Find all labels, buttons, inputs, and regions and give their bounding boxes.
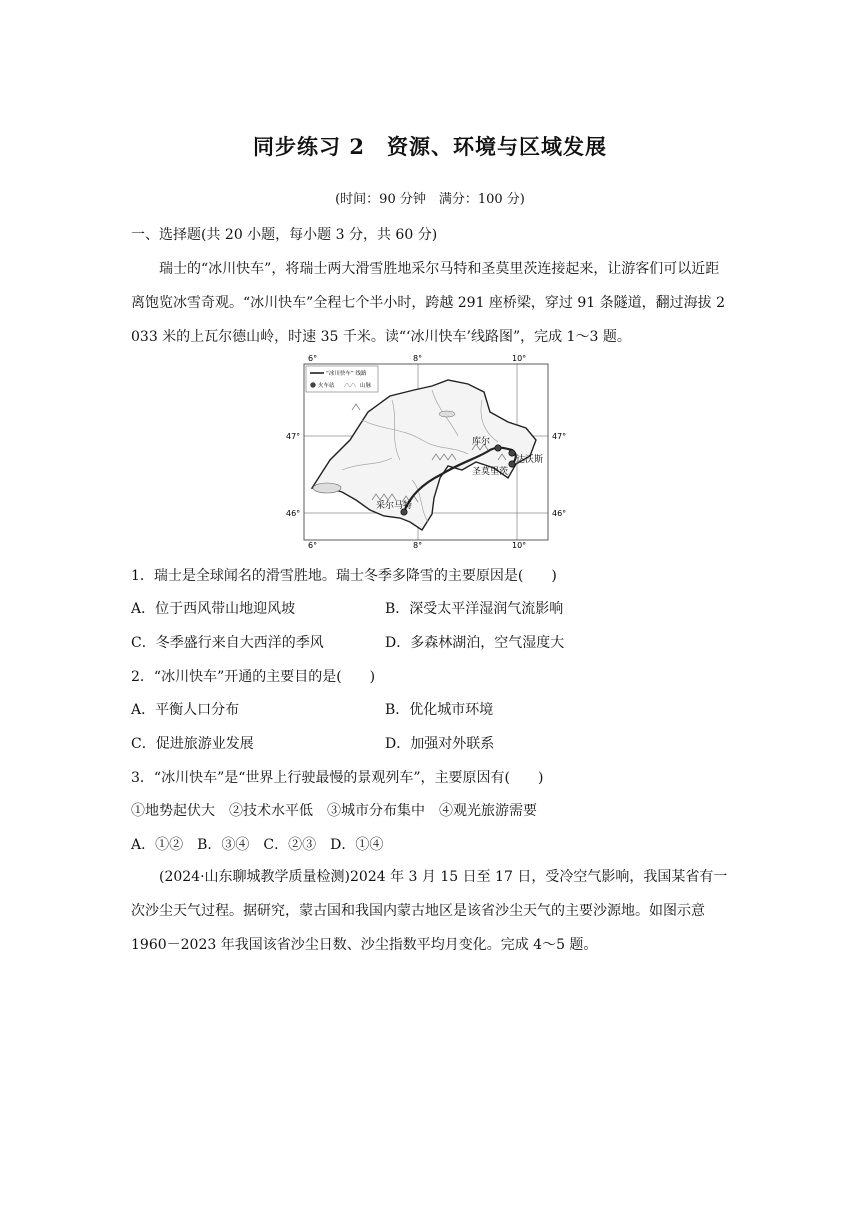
- place-label-zermatt: 采尔马特: [376, 501, 413, 511]
- station-chur: [495, 445, 501, 451]
- map-canvas: [272, 350, 572, 550]
- lon-label-bottom-6: 6°: [308, 541, 318, 550]
- station-st-moritz: [509, 461, 515, 467]
- exam-time-info: (时间：90 分钟 满分：100 分): [335, 192, 525, 207]
- legend-route-label: “冰川快车” 线路: [326, 371, 367, 377]
- question-2-stem: 2．“冰川快车”开通的主要目的是( ): [131, 669, 376, 685]
- q2-option-a[interactable]: A．平衡人口分布: [131, 702, 240, 718]
- lat-label-right-47: 47°: [552, 432, 567, 441]
- q1-option-c[interactable]: C．冬季盛行来自大西洋的季风: [131, 635, 324, 651]
- q2-option-b[interactable]: B．优化城市环境: [385, 702, 494, 718]
- station-davos: [509, 450, 515, 456]
- lon-label-bottom-8: 8°: [413, 541, 423, 550]
- section-heading: 一、选择题(共 20 小题，每小题 3 分，共 60 分): [131, 227, 438, 243]
- q1-option-b[interactable]: B．深受太平洋湿润气流影响: [385, 601, 564, 617]
- lat-label-right-46: 46°: [552, 509, 567, 518]
- question-3-stem: 3．“冰川快车”是“世界上行驶最慢的景观列车”，主要原因有( ): [131, 770, 544, 786]
- q2-option-c[interactable]: C．促进旅游业发展: [131, 736, 254, 752]
- lon-label-top-6: 6°: [308, 354, 318, 363]
- q1-option-a[interactable]: A．位于西风带山地迎风坡: [131, 601, 296, 617]
- lon-label-bottom-10: 10°: [512, 541, 527, 550]
- passage-glacier-express: 瑞士的“冰川快车”，将瑞士两大滑雪胜地采尔马特和圣莫里茨连接起来，让游客们可以近距离饱览冰雪奇观。“冰川快车”全程七个半小时，跨越 291 座桥梁，穿过 91 条隧道，翻过海拔 2 033 米的上瓦尔德山岭，时速 35 千米。读“‘冰川快车’线路图”，完成 1～3 题。: [131, 261, 726, 345]
- lon-label-top-10: 10°: [512, 354, 527, 363]
- page-title: 同步练习 2 资源、环境与区域发展: [253, 134, 607, 159]
- place-label-davos: 达沃斯: [516, 455, 544, 465]
- place-label-st-moritz: 圣莫里茨: [472, 467, 509, 477]
- q2-option-d[interactable]: D．加强对外联系: [385, 736, 495, 752]
- legend-mountain-label: 山脉: [360, 383, 372, 389]
- question-3-options[interactable]: A．①② B．③④ C．②③ D．①④: [131, 837, 384, 853]
- glacier-express-route-map: [272, 350, 572, 550]
- lon-label-top-8: 8°: [413, 354, 423, 363]
- map-legend: [306, 366, 378, 392]
- legend-station-label: 火车站: [318, 383, 335, 389]
- lake-geneva: [313, 483, 341, 493]
- question-1-stem: 1．瑞士是全球闻名的滑雪胜地。瑞士冬季多降雪的主要原因是( ): [131, 568, 557, 584]
- q1-option-d[interactable]: D．多森林湖泊，空气湿度大: [385, 635, 565, 651]
- question-3-items: ①地势起伏大 ②技术水平低 ③城市分布集中 ④观光旅游需要: [131, 803, 537, 819]
- lat-label-left-47: 47°: [286, 432, 301, 441]
- place-label-chur: 库尔: [472, 437, 491, 447]
- passage-sandstorm: (2024·山东聊城教学质量检测)2024 年 3 月 15 日至 17 日，受冷空气影响，我国某省有一次沙尘天气过程。据研究，蒙古国和我国内蒙古地区是该省沙尘天气的主要沙源地。如图示意 1960－2023 年我国该省沙尘日数、沙尘指数平均月变化。完成 4～5 题。: [131, 869, 728, 953]
- lat-label-left-46: 46°: [286, 509, 301, 518]
